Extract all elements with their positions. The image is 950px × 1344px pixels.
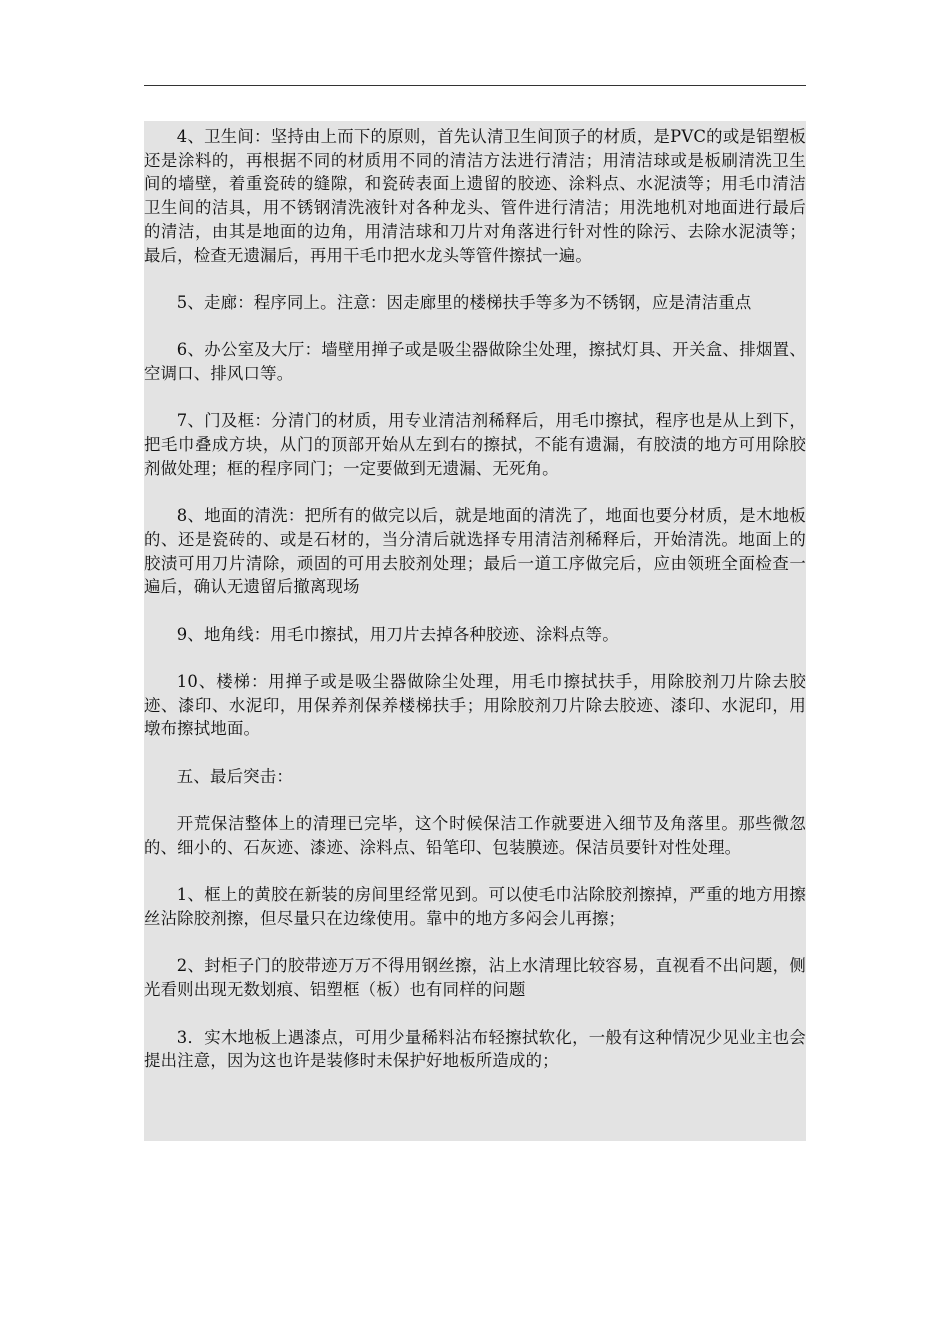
paragraph-doors-frames: 7、门及框：分清门的材质，用专业清洁剂稀释后，用毛巾擦拭，程序也是从上到下，把毛巾叠成方块，从门的顶部开始从左到右的擦拭，不能有遗漏，有胶渍的地方可用除胶剂做处理；框的程序同门；一定要做到无遗漏、无死角。	[144, 411, 806, 478]
header-rule	[144, 85, 806, 86]
paragraph-yellow-glue: 1、框上的黄胶在新装的房间里经常见到。可以使毛巾沾除胶剂擦掉，严重的地方用擦丝沾除胶剂擦，但尽量只在边缘使用。靠中的地方多闷会儿再擦；	[144, 885, 806, 929]
paragraph-stairs: 10、楼梯：用掸子或是吸尘器做除尘处理，用毛巾擦拭扶手，用除胶剂刀片除去胶迹、漆印、水泥印，用保养剂保养楼梯扶手；用除胶剂刀片除去胶迹、漆印、水泥印，用墩布擦拭地面。	[144, 672, 806, 739]
document-body	[144, 121, 806, 1141]
paragraph-wood-floor-paint: 3．实木地板上遇漆点，可用少量稀料沾布轻擦拭软化，一般有这种情况少见业主也会提出注意，因为这也许是装修时未保护好地板所造成的；	[144, 1027, 806, 1071]
paragraph-corridor: 5、走廊：程序同上。注意：因走廊里的楼梯扶手等多为不锈钢，应是清洁重点	[176, 292, 752, 312]
paragraph-final-intro: 开荒保洁整体上的清理已完毕，这个时候保洁工作就要进入细节及角落里。那些微忽的、细小的、石灰迹、漆迹、涂料点、铅笔印、包装膜迹。保洁员要针对性处理。	[144, 814, 806, 857]
paragraph-floor-cleaning: 8、地面的清洗：把所有的做完以后，就是地面的清洗了，地面也要分材质，是木地板的、还是瓷砖的、或是石材的，当分清后就选择专用清洁剂稀释后，开始清洗。地面上的胶渍可用刀片清除，顽固的可用去胶剂处理；最后一道工序做完后，应由领班全面检查一遍后，确认无遗留后撤离现场	[144, 506, 806, 597]
paragraph-office-hall: 6、办公室及大厅：墙壁用掸子或是吸尘器做除尘处理，擦拭灯具、开关盒、排烟置、空调口、排风口等。	[144, 340, 806, 383]
paragraph-tape-marks: 2、封柜子门的胶带迹万万不得用钢丝擦，沾上水清理比较容易，直视看不出问题，侧光看则出现无数划痕、铝塑框（板）也有同样的问题	[144, 956, 806, 1000]
paragraph-baseboard: 9、地角线：用毛巾擦拭，用刀片去掉各种胶迹、涂料点等。	[176, 624, 619, 644]
paragraph-bathroom: 4、卫生间：坚持由上而下的原则，首先认清卫生间顶子的材质，是PVC的或是铝塑板还是涂料的，再根据不同的材质用不同的清洁方法进行清洁；用清洁球或是板刷清洗卫生间的墙壁，着重瓷砖的缝隙，和瓷砖表面上遗留的胶迹、涂料点、水泥渍等；用毛巾清洁卫生间的洁具，用不锈钢清洗液针对各种龙头、管件进行清洁；用洗地机对地面进行最后的清洁，由其是地面的边角，用清洁球和刀片对角落进行针对性的除污、去除水泥渍等；最后，检查无遗漏后，再用干毛巾把水龙头等管件擦拭一遍。	[144, 127, 806, 265]
section-heading-final-push: 五、最后突击：	[176, 766, 293, 786]
